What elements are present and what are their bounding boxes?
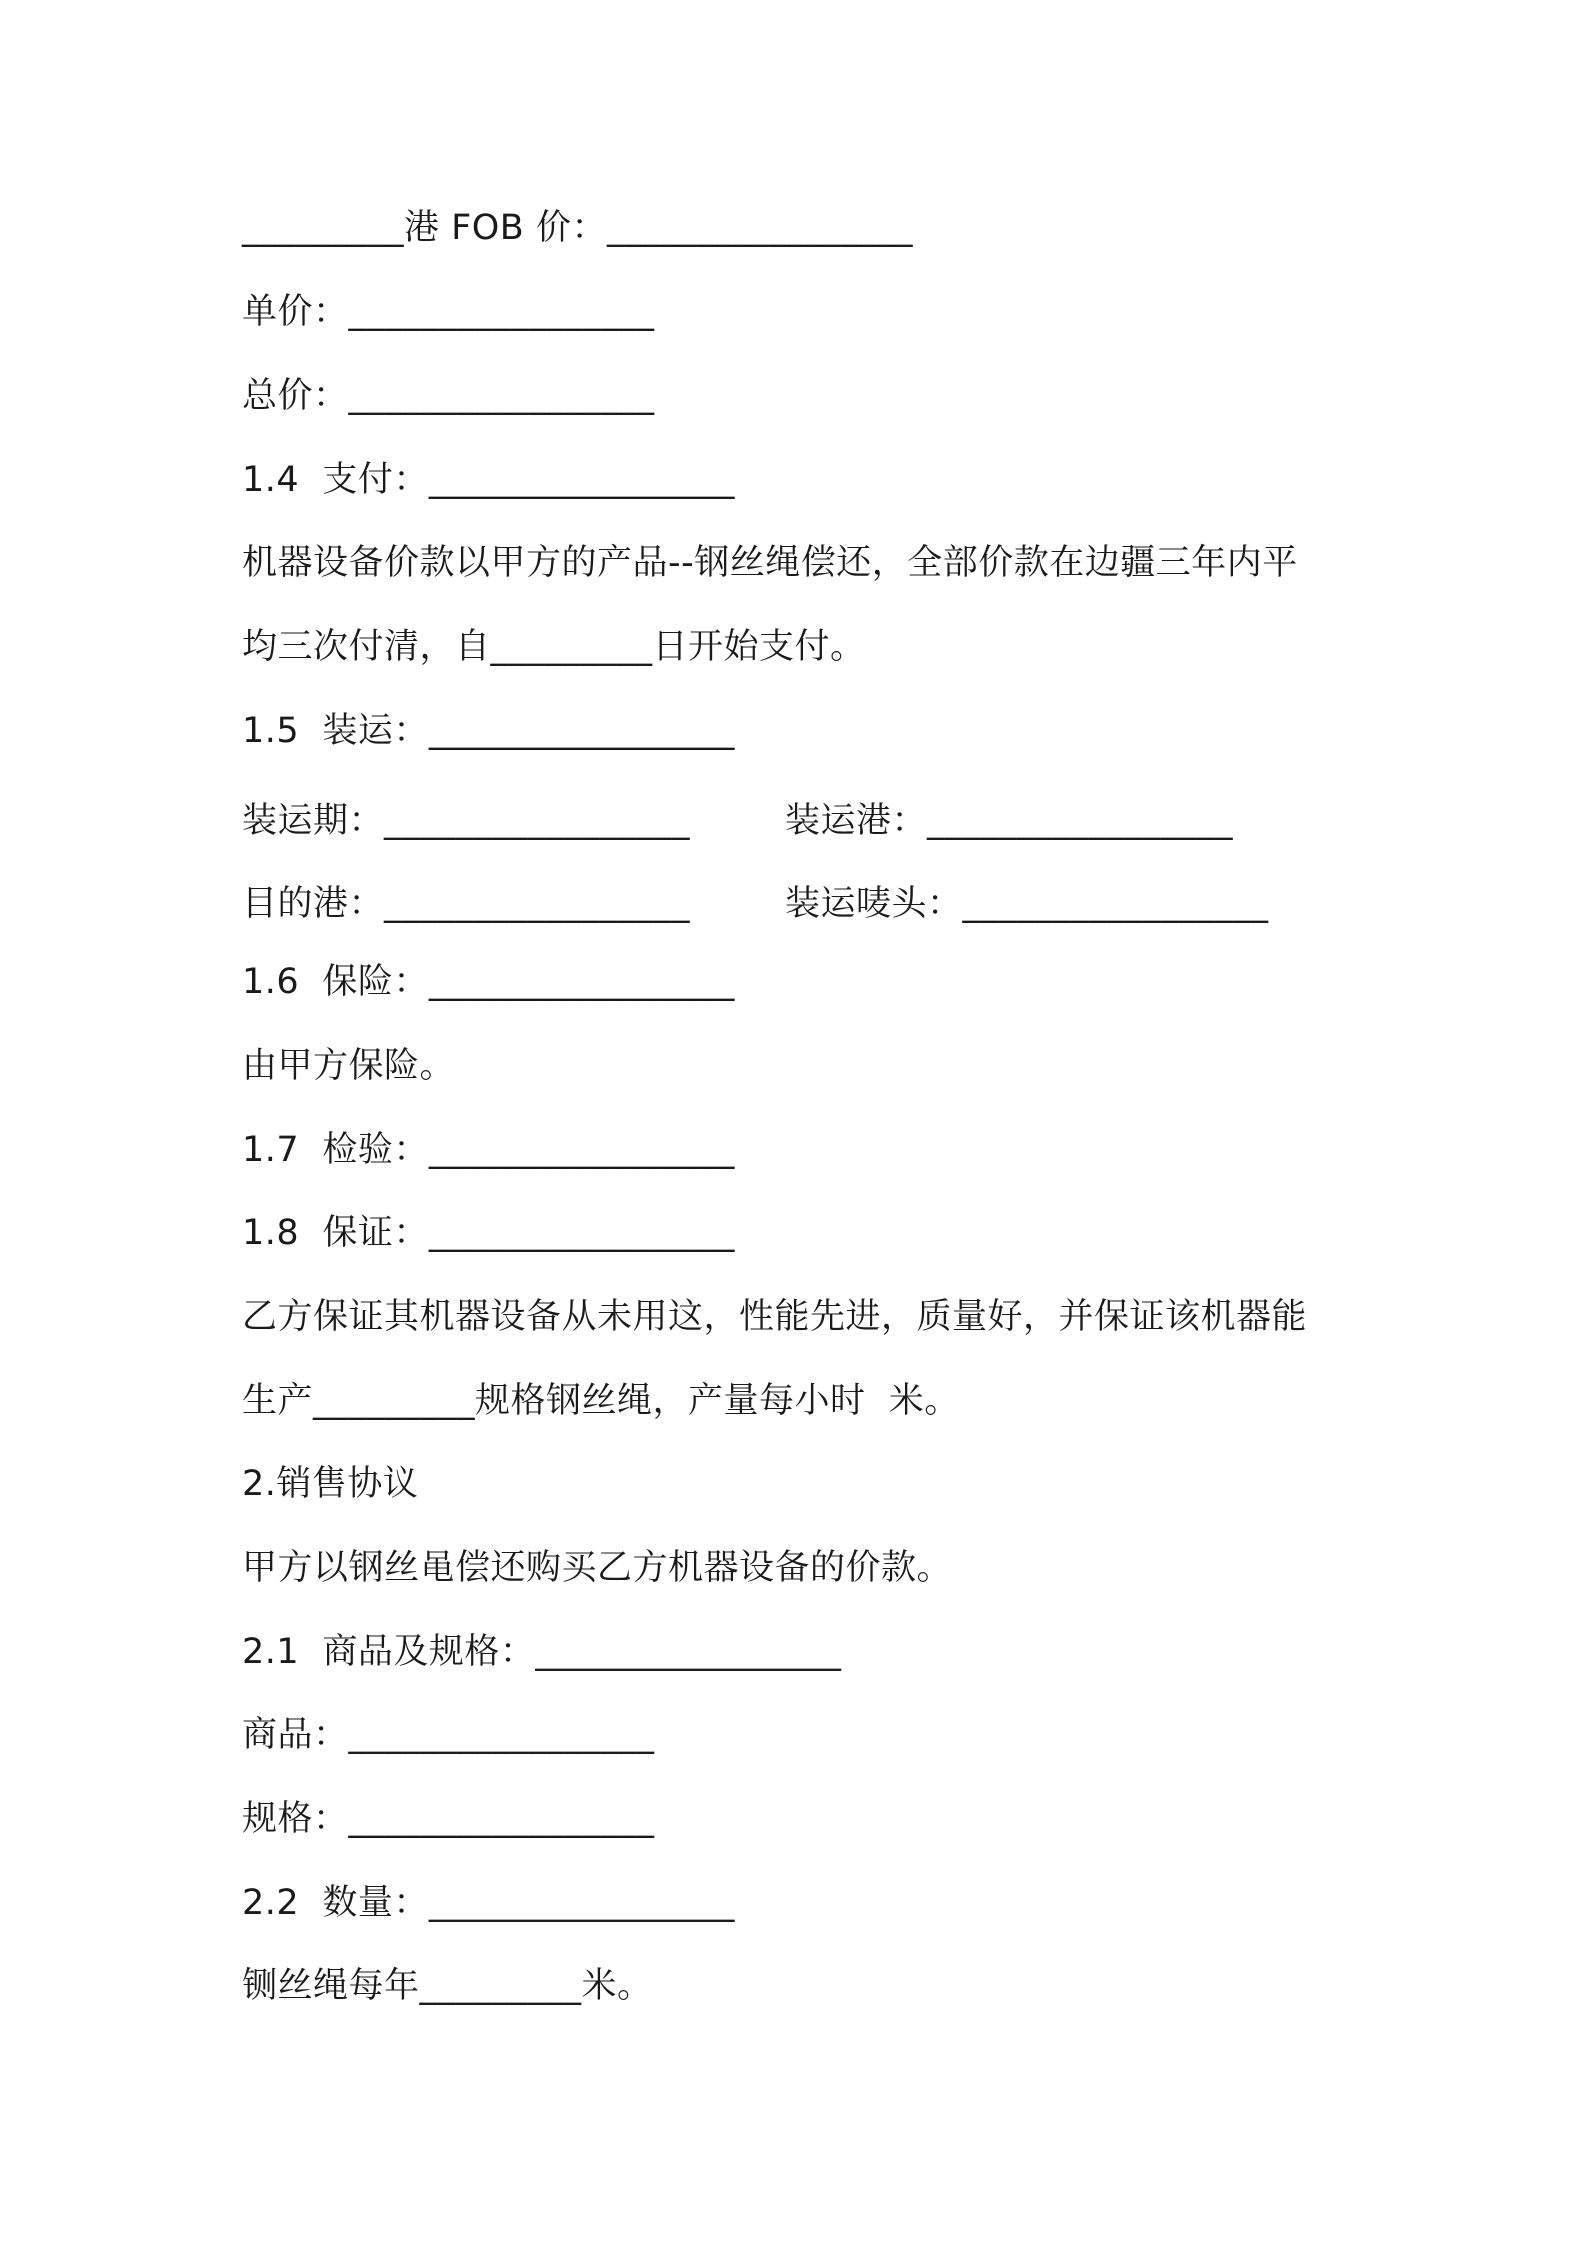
shipping-mark-line: 装运唛头：_________________ xyxy=(785,884,1269,924)
section-1-5-shipment: 1.5 装运：_________________ xyxy=(242,711,735,751)
total-price-line: 总价：_________________ xyxy=(242,376,655,416)
quantity-paragraph: 铡丝绳每年_________米。 xyxy=(242,1966,653,2006)
payment-paragraph-line-2: 均三次付清，自_________日开始支付。 xyxy=(242,627,866,667)
section-1-8-guarantee: 1.8 保证：_________________ xyxy=(242,1213,735,1253)
unit-price-line: 单价：_________________ xyxy=(242,292,655,332)
section-2-1-goods-specs: 2.1 商品及规格：_________________ xyxy=(242,1632,842,1672)
section-2-2-quantity: 2.2 数量：_________________ xyxy=(242,1883,735,1923)
destination-port-line: 目的港：_________________ xyxy=(242,884,691,924)
shipment-period-line: 装运期：_________________ xyxy=(242,801,691,841)
section-2-sales-agreement: 2.销售协议 xyxy=(242,1464,419,1504)
section-1-6-insurance: 1.6 保险：_________________ xyxy=(242,962,735,1002)
fob-price-line: _________港 FOB 价：_________________ xyxy=(242,208,913,248)
insurance-paragraph: 由甲方保险。 xyxy=(242,1046,456,1086)
section-1-4-payment: 1.4 支付：_________________ xyxy=(242,460,735,500)
payment-paragraph-line-1: 机器设备价款以甲方的产品--钢丝绳偿还，全部价款在边疆三年内平 xyxy=(242,543,1298,583)
section-1-7-inspection: 1.7 检验：_________________ xyxy=(242,1130,735,1170)
guarantee-paragraph-line-2: 生产_________规格钢丝绳，产量每小时 米。 xyxy=(242,1381,960,1421)
goods-line: 商品：_________________ xyxy=(242,1715,655,1755)
sales-paragraph: 甲方以钢丝黾偿还购买乙方机器设备的价款。 xyxy=(242,1548,953,1588)
specs-line: 规格：_________________ xyxy=(242,1799,655,1839)
loading-port-line: 装运港：_________________ xyxy=(785,801,1234,841)
guarantee-paragraph-line-1: 乙方保证其机器设备从未用这，性能先进，质量好，并保证该机器能 xyxy=(242,1297,1308,1337)
